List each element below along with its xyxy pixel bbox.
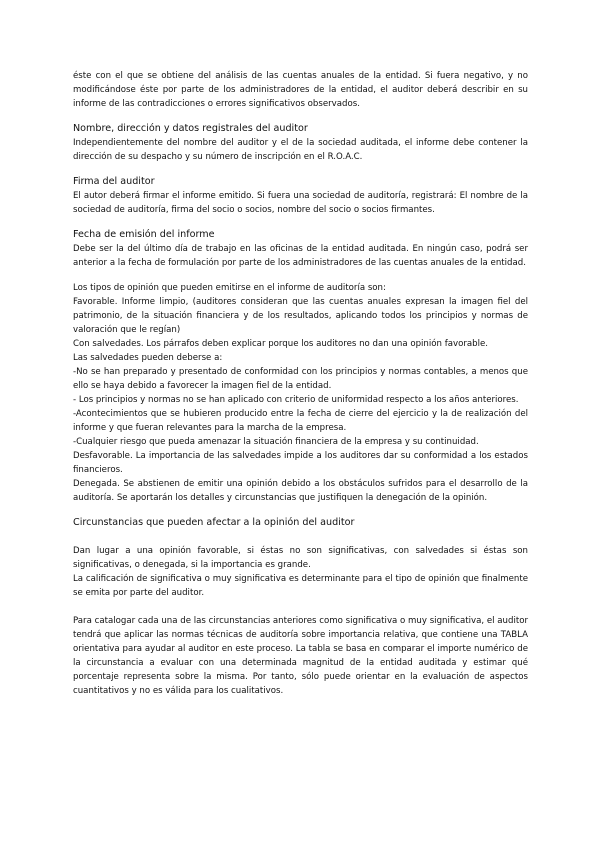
salvedad-item: -Acontecimientos que se hubieren producido entre la fecha de cierre del ejercicio y la de realización del informe y que fueran relevantes para la marcha de la empresa. bbox=[73, 409, 528, 433]
tipo-salvedades: Con salvedades. Los párrafos deben explicar porque los auditores no dan una opinión favorable. bbox=[73, 339, 489, 349]
fecha-paragraph: Debe ser la del último día de trabajo en las oficinas de la entidad auditada. En ningún caso, podrá ser anterior a la fecha de formulación por parte de los administradores de las cuentas anuales de la entidad. bbox=[73, 244, 528, 268]
document-page bbox=[73, 69, 528, 698]
salvedad-item: -No se han preparado y presentado de conformidad con los principios y normas contables, a menos que ello se haya debido a favorecer la imagen fiel de la entidad. bbox=[73, 367, 528, 391]
tipo-favorable: Favorable. Informe limpio, (auditores consideran que las cuentas anuales expresan la imagen fiel del patrimonio, de la situación financiera y de los resultados, aplicando todos los principios y normas de valoración que le regían) bbox=[73, 297, 528, 335]
salvedad-item: -Cualquier riesgo que pueda amenazar la situación financiera de la empresa y su continuidad. bbox=[73, 437, 479, 447]
tipo-desfavorable: Desfavorable. La importancia de las salvedades impide a los auditores dar su conformidad a los estados financieros. bbox=[73, 451, 528, 475]
salvedades-intro: Las salvedades pueden deberse a: bbox=[73, 353, 223, 363]
circunstancias-paragraph-3: Para catalogar cada una de las circunstancias anteriores como significativa o muy significativa, el auditor tendrá que aplicar las normas técnicas de auditoría sobre importancia relativa, que contiene una TABLA orientativa para ayudar al auditor en este proceso. La tabla se basa en comparar el importe numérico de la circunstancia a evaluar con una determinada magnitud de la entidad auditada y estimar qué porcentaje representa sobre la misma. Por tanto, sólo puede orientar en la evaluación de aspectos cuantitativos y no es válida para los cualitativos. bbox=[73, 616, 528, 696]
section-heading-nombre: Nombre, dirección y datos registrales del auditor bbox=[73, 123, 308, 134]
section-heading-fecha: Fecha de emisión del informe bbox=[73, 229, 215, 240]
circunstancias-paragraph-1: Dan lugar a una opinión favorable, si éstas no son significativas, con salvedades si éstas son significativas, o denegada, si la importancia es grande. bbox=[73, 546, 528, 570]
nombre-paragraph: Independientemente del nombre del auditor y el de la sociedad auditada, el informe debe contener la dirección de su despacho y su número de inscripción en el R.O.A.C. bbox=[73, 138, 528, 162]
intro-paragraph: éste con el que se obtiene del análisis de las cuentas anuales de la entidad. Si fuera negativo, y no modificándose éste por parte de los administradores de la entidad, el auditor deberá describir en su informe de las contradicciones o errores significativos observados. bbox=[73, 71, 528, 109]
tipo-denegada: Denegada. Se abstienen de emitir una opinión debido a los obstáculos sufridos para el desarrollo de la auditoría. Se aportarán los detalles y circunstancias que justifiquen la denegación de la opinión. bbox=[73, 479, 528, 503]
firma-paragraph: El autor deberá firmar el informe emitido. Si fuera una sociedad de auditoría, registrará: El nombre de la sociedad de auditoría, firma del socio o socios, nombre del socio o socios firmantes. bbox=[73, 191, 528, 215]
tipos-intro: Los tipos de opinión que pueden emitirse en el informe de auditoría son: bbox=[73, 283, 386, 293]
section-heading-firma: Firma del auditor bbox=[73, 176, 155, 187]
section-heading-circunstancias: Circunstancias que pueden afectar a la opinión del auditor bbox=[73, 517, 355, 528]
circunstancias-paragraph-2: La calificación de significativa o muy significativa es determinante para el tipo de opinión que finalmente se emita por parte del auditor. bbox=[73, 574, 528, 598]
salvedad-item: - Los principios y normas no se han aplicado con criterio de uniformidad respecto a los años anteriores. bbox=[73, 395, 519, 405]
